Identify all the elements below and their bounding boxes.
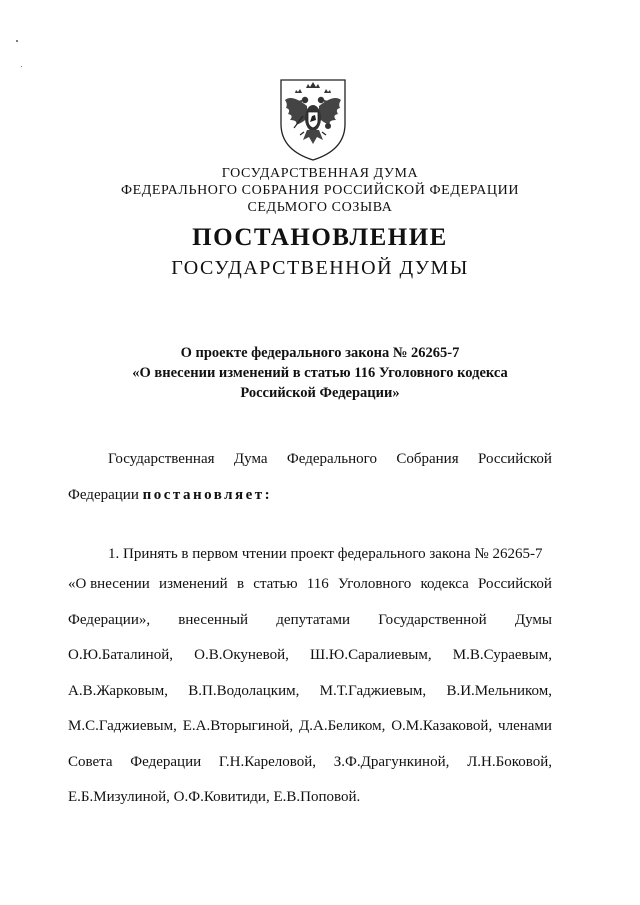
coat-of-arms-icon	[276, 76, 350, 162]
word: Л.Н.Боковой,	[467, 754, 552, 770]
paragraph-line	[68, 716, 552, 736]
word: Государственной	[378, 612, 487, 628]
word: В.И.Мельником,	[446, 683, 552, 699]
word: М.С.Гаджиевым,	[68, 718, 177, 734]
word: А.В.Жарковым,	[68, 683, 168, 699]
word: Г.Н.Кареловой,	[218, 754, 317, 770]
word: Собрания	[396, 451, 459, 467]
document-subtitle: ГОСУДАРСТВЕННОЙ ДУМЫ	[171, 257, 469, 279]
word: Государственная	[108, 451, 215, 467]
word: Совета	[68, 754, 113, 770]
word: О.В.Окуневой,	[194, 647, 289, 663]
word: изменений	[159, 576, 228, 592]
preamble-line	[108, 449, 552, 469]
word: Дума	[233, 451, 268, 467]
word: М.В.Сураевым,	[452, 647, 552, 663]
word: Думы	[514, 612, 552, 628]
word: В.П.Водолацким,	[188, 683, 300, 699]
subject-line: Российской Федерации»	[240, 385, 400, 401]
word: внесенный	[178, 612, 249, 628]
word: Федерации»,	[68, 612, 151, 628]
org-name-line: ФЕДЕРАЛЬНОГО СОБРАНИЯ РОССИЙСКОЙ ФЕДЕРАЦИИ	[120, 183, 520, 198]
preamble-line	[68, 485, 552, 505]
paragraph-line: Е.Б.Мизулиной, О.Ф.Ковитиди, Е.В.Поповой.	[68, 789, 361, 805]
subject-line: «О внесении изменений в статью 116 Уголовного кодекса	[132, 365, 508, 381]
subject-line: О проекте федерального закона № 26265-7	[180, 345, 460, 361]
word: в	[236, 576, 245, 592]
paragraph-line	[68, 574, 552, 594]
scan-speck	[21, 66, 22, 67]
word: Е.А.Вторыгиной,	[182, 718, 294, 734]
word: Федерального	[286, 451, 377, 467]
word: Российской	[478, 576, 552, 592]
word: Федерации	[68, 487, 139, 503]
word: статью	[253, 576, 298, 592]
resolves-word: постановляет:	[142, 487, 273, 503]
word: Д.А.Беликом,	[299, 718, 386, 734]
word: Российской	[478, 451, 552, 467]
word: Уголовного	[337, 576, 412, 592]
scan-speck	[16, 40, 18, 42]
paragraph-line	[68, 752, 552, 772]
paragraph-line: 1. Принять в первом чтении проект федерального закона № 26265-7	[108, 546, 543, 562]
word: Ш.Ю.Саралиевым,	[310, 647, 432, 663]
convocation-line: СЕДЬМОГО СОЗЫВА	[247, 200, 393, 215]
word: «О внесении	[68, 576, 150, 592]
word: Федерации	[130, 754, 202, 770]
org-name-line: ГОСУДАРСТВЕННАЯ ДУМА	[221, 166, 419, 181]
paragraph-line	[68, 681, 552, 701]
word: кодекса	[420, 576, 469, 592]
word: депутатами	[276, 612, 351, 628]
word: З.Ф.Драгункиной,	[333, 754, 450, 770]
word: членами	[498, 718, 552, 734]
word: М.Т.Гаджиевым,	[319, 683, 427, 699]
paragraph-line	[68, 610, 552, 630]
document-title: ПОСТАНОВЛЕНИЕ	[192, 224, 448, 251]
paragraph-line	[68, 645, 552, 665]
word: 116	[306, 576, 329, 592]
word: О.М.Казаковой,	[391, 718, 493, 734]
word: О.Ю.Баталиной,	[68, 647, 173, 663]
